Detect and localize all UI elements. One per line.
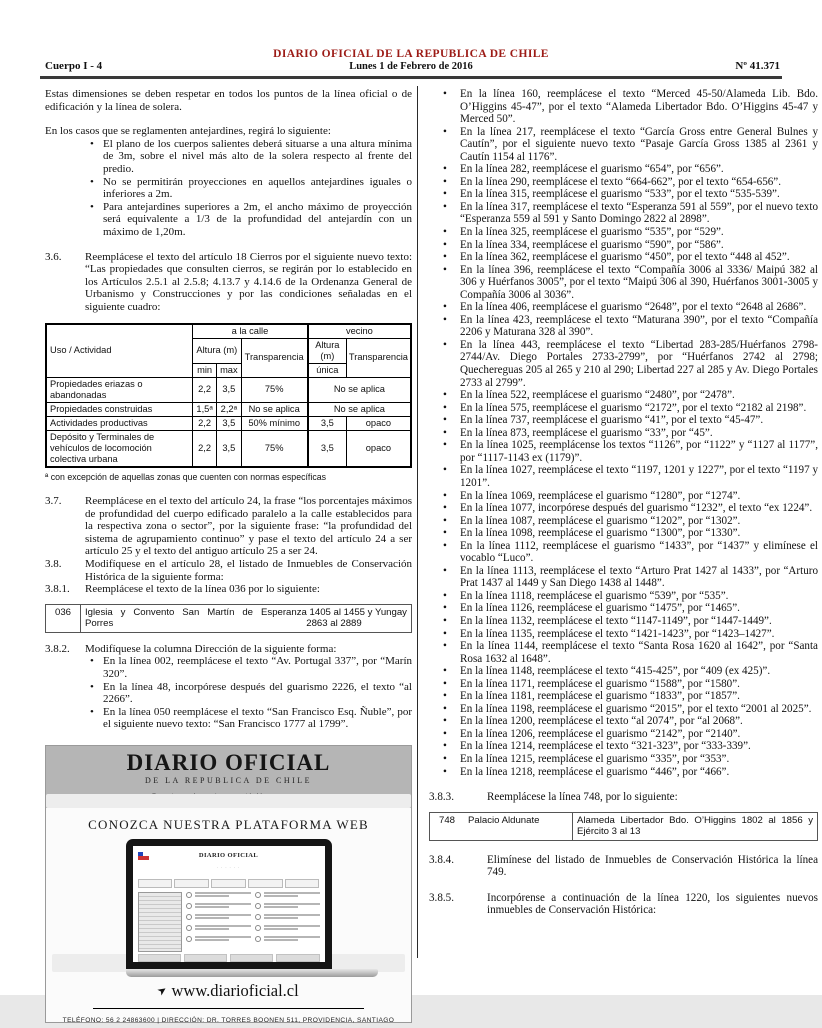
- edit-instruction: • En la línea 1148, reemplácese el texto “415-425”, por “409 (ex 425)”.: [429, 665, 818, 678]
- ad-divider: [93, 1008, 363, 1009]
- header-cuerpo: Cuerpo I - 4: [45, 60, 103, 72]
- edit-instruction: • En la línea 396, reemplácese el texto “Compañía 3006 al 3336/ Maipú 382 al 306 y Huérfanos 3005”, por el texto “Maipú 306 al 390, Huérfanos 3001-3005 y Compañía 3006 al 3036”.: [429, 264, 818, 302]
- edit-instruction: • En la línea 1113, reemplácese el texto “Arturo Prat 1427 al 1433”, por “Arturo Prat 1437 al 1449 y San Diego 1438 al 1448”.: [429, 565, 818, 590]
- bullet-icon: •: [443, 188, 447, 201]
- bullet-icon: •: [443, 439, 447, 452]
- left-column: [45, 88, 412, 1023]
- edit-instruction: • En la línea 325, reemplácese el guarismo “535”, por “529”.: [429, 226, 818, 239]
- edit-instruction: • En la línea 1214, reemplácese el texto “321-323”, por “333-339”.: [429, 740, 818, 753]
- bullet-icon: •: [443, 677, 447, 690]
- right-column: [429, 88, 818, 917]
- edit-instruction: • En la línea 1200, reemplácese el texto “al 2074”, por “al 2068”.: [429, 715, 818, 728]
- bullet-icon: •: [443, 200, 447, 213]
- bullet-icon: •: [443, 163, 447, 176]
- edit-instruction: • En la línea 575, reemplácese el guarismo “2172”, por el texto “2182 al 2198”.: [429, 402, 818, 415]
- section-3-8-2: 3.8.2. Modifíquese la columna Dirección de la siguiente forma:: [45, 642, 337, 655]
- edit-instruction: • En la línea 1069, reemplácese el guarismo “1280”, por “1274”.: [429, 490, 818, 503]
- bullet-icon: •: [443, 263, 447, 276]
- bullet-icon: •: [443, 627, 447, 640]
- edit-instruction: • En la línea 423, reemplácese el texto “Maturana 390”, por el texto “Compañía 2206 y Maturana 328 al 390”.: [429, 314, 818, 339]
- bullet-icon: •: [443, 502, 447, 515]
- table-footnote: ª con excepción de aquellas zonas que cuenten con normas específicas: [45, 471, 327, 482]
- mini-site-subtitle: · · · · · ·: [217, 866, 240, 871]
- section-3-7: 3.7. Reemplácese en el texto del artículo 24, la frase “los porcentajes máximos de profundidad del cuerpo edificado paralelo a la calle establecidos para la respectiva zona o sector”, por la siguiente frase: “la profundidad del sistema de agrupamiento continuo” y pase el texto del artículo 24 a ser artículo 25 y el texto del antiguo artículo 25 a ser 24.: [45, 495, 412, 558]
- edit-instruction: • En la línea 1087, reemplácese el guarismo “1202”, por “1302”.: [429, 515, 818, 528]
- bullet-icon: •: [443, 125, 447, 138]
- bullet-icon: •: [443, 539, 447, 552]
- edit-instruction: • En la línea 1112, reemplácese el guarismo “1433”, por “1437” y elimínese el vocablo “Luco”.: [429, 540, 818, 565]
- bullet-icon: •: [443, 715, 447, 728]
- edit-instruction: • En la línea 1118, reemplácese el guarismo “539”, por “535”.: [429, 590, 818, 603]
- edit-instruction: • En la línea 1198, reemplácese el guarismo “2015”, por el texto “2001 al 2025”.: [429, 703, 818, 716]
- edit-instruction: • En la línea 1206, reemplácese el guarismo “2142”, por “2140”.: [429, 728, 818, 741]
- edit-instruction: • En la línea 290, reemplácese el texto “664-662”, por el texto “654-656”.: [429, 176, 818, 189]
- line-036-table: 036 Iglesia y Convento San Martín de Porres Esperanza 1405 al 1455 y Yungay 2863 al 2889: [45, 604, 412, 633]
- list-item: • En la línea 050 reemplácese el texto “San Francisco Esq. Ñuble”, por el siguiente nuevo texto: “San Francisco 1777 al 1799”.: [85, 706, 412, 731]
- bullet-icon: •: [443, 313, 447, 326]
- mini-nav-bar: [138, 879, 320, 888]
- bullet-icon: •: [443, 88, 447, 100]
- mini-link-list: [255, 892, 320, 952]
- header-date: Lunes 1 de Febrero de 2016: [349, 61, 473, 72]
- mini-site-title: DIARIO OFICIAL: [198, 851, 259, 859]
- bullet-icon: •: [443, 690, 447, 703]
- edit-instruction: • En la línea 362, reemplácese el guarismo “450”, por el texto “448 al 452”.: [429, 251, 818, 264]
- bullet-icon: •: [443, 226, 447, 239]
- ad-contact-info: TELÉFONO: 56 2 24863600 | DIRECCIÓN: DR. TORRES BOONEN 511, PROVIDENCIA, SANTIAGO: [62, 1017, 395, 1025]
- bullet-icon: •: [443, 489, 447, 502]
- edit-instruction: • En la línea 315, reemplácese el guarismo “533”, por el texto “535-539”.: [429, 188, 818, 201]
- bullet-icon: •: [443, 514, 447, 527]
- column-divider: [417, 86, 418, 958]
- edit-instruction: • En la línea 1181, reemplácese el guarismo “1833”, por “1857”.: [429, 690, 818, 703]
- list-item: • En la línea 002, reemplácese el texto “Av. Portugal 337”, por “Marín 320”.: [85, 655, 412, 680]
- bullet-icon: •: [443, 527, 447, 540]
- ad-url-link[interactable]: www.diarioficial.cl: [171, 980, 299, 1000]
- bullet-icon: •: [443, 175, 447, 188]
- paragraph: Estas dimensiones se deben respetar en todos los puntos de la línea oficial o de edificación y la línea de solera.: [45, 88, 412, 113]
- laptop-screen: [126, 839, 332, 969]
- bullet-icon: •: [443, 614, 447, 627]
- bullet-icon: •: [90, 137, 94, 150]
- bullet-icon: •: [443, 765, 447, 778]
- edit-instruction: • En la línea 1171, reemplácese el guarismo “1588”, por “1580”.: [429, 678, 818, 691]
- cierros-table: Uso / Actividad a la calle vecino Altura (m) Transparencia Altura (m) Transparencia min max única Propiedades eriazas o abandonadas 2,2 3,5 75% No se aplica Propiedades construidas 1,5ᵃ 2,2ᵃ No se aplica No se aplica Actividades productivas 2,2 3,5 50% mínimo 3,5 opaco Depósito y Terminales de vehículos de locomoción colectiva urbana 2,2 3,5 75% 3,5 opaco: [45, 323, 412, 468]
- edit-instruction: • En la línea 1132, reemplácese el texto “1147-1149”, por “1447-1449”.: [429, 615, 818, 628]
- bullet-icon: •: [90, 655, 94, 668]
- bullet-icon: •: [443, 640, 447, 653]
- edit-instruction: • En la línea 1077, incorpórese después del guarismo “1232”, el texto “ex 1224”.: [429, 502, 818, 515]
- bullet-icon: •: [443, 401, 447, 414]
- laptop-base: [126, 969, 378, 977]
- direccion-bullet-list: [45, 655, 412, 731]
- paragraph: En los casos que se reglamenten antejardines, regirá lo siguiente:: [45, 125, 331, 138]
- list-item: • No se permitirán proyecciones en aquellos antejardines iguales o inferiores a 2m.: [85, 176, 412, 201]
- ad-background-decoration: [46, 794, 411, 808]
- bullet-icon: •: [443, 740, 447, 753]
- bullet-icon: •: [90, 175, 94, 188]
- bullet-icon: •: [443, 389, 447, 402]
- bullet-icon: •: [90, 680, 94, 693]
- line-748-table: 748 Palacio Aldunate Alameda Libertador Bdo. O’Higgins 1802 al 1856 y Ejército 3 al 13: [429, 812, 818, 841]
- edit-instruction: • En la línea 1025, reemplácense los textos “1126”, por “1122” y “1127 al 1177”, por “1117-1143 ex (1179)”.: [429, 439, 818, 464]
- edit-instruction-list: [429, 88, 818, 778]
- section-3-8-4: 3.8.4. Elimínese del listado de Inmuebles de Conservación Histórica la línea 749.: [429, 853, 818, 879]
- edit-instruction: • En la línea 1135, reemplácese el texto “1421-1423”, por “1423–1427”.: [429, 628, 818, 641]
- section-3-6: 3.6. Reemplácese el texto del artículo 18 Cierros por el siguiente nuevo texto: “Las propiedades que consulten cierros, se regirán por lo establecido en los Artículos 2.5.1 al 2.5.8; 4.13.7 y 4.14.6 de la Ordenanza General de Urbanismo y Construcciones y por las condiciones señaladas en el siguiente cuadro:: [45, 250, 412, 313]
- mini-footer-buttons: [138, 954, 320, 962]
- mini-link-list: [186, 892, 251, 952]
- ad-logo-subtitle: DE LA REPUBLICA DE CHILE: [144, 776, 313, 785]
- bullet-icon: •: [443, 251, 447, 264]
- laptop-illustration: [126, 839, 332, 977]
- edit-instruction: • En la línea 334, reemplácese el guarismo “590”, por “586”.: [429, 239, 818, 252]
- edit-instruction: • En la línea 1218, reemplácese el guarismo “446”, por “466”.: [429, 766, 818, 779]
- edit-instruction: • En la línea 1027, reemplácese el texto “1197, 1201 y 1227”, por el texto “1197 y 1201”.: [429, 464, 818, 489]
- ad-heading: CONOZCA NUESTRA PLATAFORMA WEB: [88, 817, 369, 833]
- list-item: • En la línea 48, incorpórese después del guarismo 2226, el texto “al 2266”.: [85, 681, 412, 706]
- page-title: DIARIO OFICIAL DE LA REPUBLICA DE CHILE: [273, 48, 549, 60]
- bullet-icon: •: [443, 464, 447, 477]
- edit-instruction: • En la línea 1215, reemplácese el guarismo “335”, por “353”.: [429, 753, 818, 766]
- edit-instruction: • En la línea 282, reemplácese el guarismo “654”, por “656”.: [429, 163, 818, 176]
- bullet-icon: •: [443, 238, 447, 251]
- bullet-icon: •: [443, 426, 447, 439]
- bullet-icon: •: [443, 752, 447, 765]
- header-issue-number: Nº 41.371: [735, 60, 780, 72]
- bullet-icon: •: [443, 414, 447, 427]
- bullet-icon: •: [443, 564, 447, 577]
- section-3-8: 3.8. Modifíquese en el artículo 28, el listado de Inmuebles de Conservación Histórica de la siguiente forma:: [45, 558, 412, 583]
- list-item: • Para antejardines superiores a 2m, el ancho máximo de proyección será equivalente a 1/3 de la profundidad del antejardín con un máximo de 1,20m.: [85, 201, 412, 239]
- edit-instruction: • En la línea 737, reemplácese el guarismo “41”, por el texto “45-47”.: [429, 414, 818, 427]
- mini-newspaper-thumbnail: [138, 892, 182, 952]
- edit-instruction: • En la línea 317, reemplácese el texto “Esperanza 591 al 559”, por el nuevo texto “Esperanza 559 al 591 y Santo Domingo 2822 al 2898”.: [429, 201, 818, 226]
- list-item: • El plano de los cuerpos salientes deberá situarse a una altura mínima de 3m, sobre el nivel más alto de la solera respecto al frente del predio.: [85, 138, 412, 176]
- edit-instruction: • En la línea 522, reemplácese el guarismo “2480”, por “2478”.: [429, 389, 818, 402]
- ad-logo-title: DIARIO OFICIAL: [126, 750, 331, 775]
- section-3-8-5: 3.8.5. Incorpórense a continuación de la línea 1220, los siguientes nuevos inmuebles de Conservación Histórica:: [429, 891, 818, 917]
- bullet-icon: •: [443, 589, 447, 602]
- bullet-icon: •: [443, 301, 447, 314]
- edit-instruction: • En la línea 873, reemplácese el guarismo “33”, por “45”.: [429, 427, 818, 440]
- cursor-arrow-icon: ➤: [155, 983, 170, 999]
- bullet-icon: •: [443, 338, 447, 351]
- diario-oficial-ad: [45, 745, 412, 1023]
- header-rule: [40, 76, 782, 79]
- edit-instruction: • En la línea 1098, reemplácese el guarismo “1300”, por “1330”.: [429, 527, 818, 540]
- bullet-icon: •: [443, 727, 447, 740]
- intro-bullet-list: [45, 138, 412, 239]
- bullet-icon: •: [90, 200, 94, 213]
- bullet-icon: •: [90, 705, 94, 718]
- bullet-icon: •: [443, 602, 447, 615]
- edit-instruction: • En la línea 406, reemplácese el guarismo “2648”, por el texto “2648 al 2686”.: [429, 301, 818, 314]
- edit-instruction: • En la línea 443, reemplácese el texto “Libertad 283-285/Huérfanos 2798-2744/Av. Diego Portales 2733-2799”, por “Huérfanos 2742 al 2798; Quechereguas 205 al 265 y 210 al 290; Libertad 227 al 285 y Av. Diego Portales 2733 al 2799”.: [429, 339, 818, 389]
- edit-instruction: • En la línea 217, reemplácese el texto “García Gross entre General Bulnes y Cautín”, por el siguiente nuevo texto “Pasaje García Gross 1385 al 2361 y Cautín 1154 al 1176”.: [429, 126, 818, 164]
- section-3-8-1: 3.8.1. Reemplácese el texto de la línea 036 por lo siguiente:: [45, 583, 320, 596]
- chile-flag-icon: [138, 852, 149, 860]
- edit-instruction: • En la línea 1144, reemplácese el texto “Santa Rosa 1620 al 1642”, por “Santa Rosa 1632 al 1648”.: [429, 640, 818, 665]
- bullet-icon: •: [443, 702, 447, 715]
- edit-instruction: • En la línea 160, reemplácese el texto “Merced 45-50/Alameda Lib. Bdo. O’Higgins 45-47”, por el texto “Alameda Libertador Bdo. O’Higgins 45-47 y Merced 50”.: [429, 88, 818, 126]
- header-center: [0, 48, 822, 72]
- section-3-8-3: 3.8.3. Reemplácese la línea 748, por lo siguiente:: [429, 791, 678, 804]
- bullet-icon: •: [443, 665, 447, 678]
- edit-instruction: • En la línea 1126, reemplácese el guarismo “1475”, por “1465”.: [429, 602, 818, 615]
